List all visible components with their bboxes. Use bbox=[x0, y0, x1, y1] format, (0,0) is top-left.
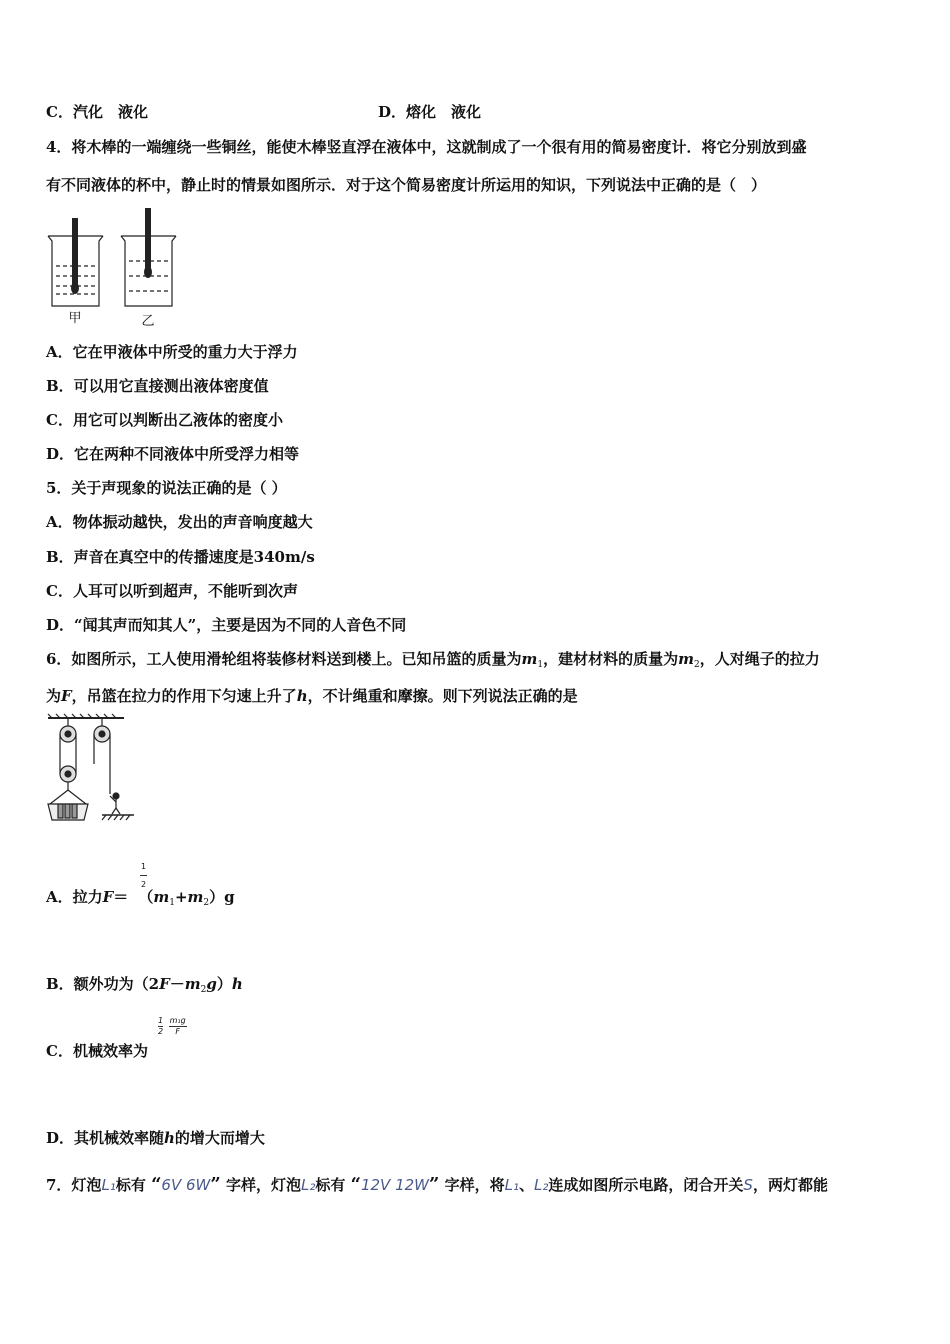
q6-stem-line1: 6．如图所示，工人使用滑轮组将装修材料送到楼上。已知吊篮的质量为$m_1$，建材材料的质量为$m_2$，人对绳子的拉力 bbox=[46, 650, 820, 670]
q6-option-d: D．其机械效率随h的增大而增大 bbox=[46, 1129, 265, 1147]
q6-stem-line2: 为F，吊篮在拉力的作用下匀速上升了h，不计绳重和摩擦。则下列说法正确的是 bbox=[46, 687, 578, 705]
pulley-system-figure bbox=[44, 716, 140, 824]
q4-option-c: C．用它可以判断出乙液体的密度小 bbox=[46, 411, 283, 429]
stick-yi bbox=[145, 208, 151, 272]
q5-option-d: D．“闻其声而知其人”，主要是因为不同的人音色不同 bbox=[46, 616, 407, 634]
stick-jia bbox=[72, 218, 78, 288]
q4-stem-line1: 4．将木棒的一端缠绕一些铜丝，能使木棒竖直浮在液体中，这就制成了一个很有用的简易密度计．将它分别放到盛 bbox=[46, 138, 807, 156]
q7-stem: 7．灯泡L₁标有 “6V 6W” 字样，灯泡L₂标有 “12V 12W” 字样，将L₁、L₂连成如图所示电路，闭合开关S，两灯都能 bbox=[46, 1174, 828, 1195]
q5-stem: 5．关于声现象的说法正确的是（ ） bbox=[46, 479, 287, 497]
q6-option-a-fraction-den: 2 bbox=[141, 880, 147, 889]
q6-option-a-fraction-num: 1 bbox=[141, 862, 147, 871]
q4-stem-line2: 有不同液体的杯中，静止时的情景如图所示．对于这个简易密度计所运用的知识，下列说法中正确的是（ ） bbox=[46, 176, 767, 194]
q4-option-b: B．可以用它直接测出液体密度值 bbox=[46, 377, 269, 395]
q6-option-a: A．拉力$F= (m_1+m_2)g$ bbox=[46, 888, 235, 908]
q6-option-b: B．额外功为$(2F-m_2g)h$ bbox=[46, 975, 243, 995]
q6-option-c: C．机械效率为 bbox=[46, 1042, 148, 1060]
q4-option-d: D．它在两种不同液体中所受浮力相等 bbox=[46, 445, 300, 463]
q5-option-b: B．声音在真空中的传播速度是340m/s bbox=[46, 548, 315, 566]
label-jia: 甲 bbox=[68, 311, 82, 326]
q5-option-c: C．人耳可以听到超声，不能听到次声 bbox=[46, 582, 298, 600]
q4-option-a: A．它在甲液体中所受的重力大于浮力 bbox=[46, 343, 298, 361]
q6-option-c-formula: $\frac{1}{2}$ $\frac{\text{m₁g}}{F}$ bbox=[158, 1016, 186, 1036]
q6-option-a-fraction-bar bbox=[140, 875, 147, 876]
density-meter-figure bbox=[44, 206, 184, 330]
q5-option-a: A．物体振动越快，发出的声音响度越大 bbox=[46, 513, 313, 531]
q3-option-d: D．熔化 液化 bbox=[378, 103, 482, 121]
label-yi: 乙 bbox=[141, 314, 155, 329]
q3-option-c: C．汽化 液化 bbox=[46, 103, 148, 121]
